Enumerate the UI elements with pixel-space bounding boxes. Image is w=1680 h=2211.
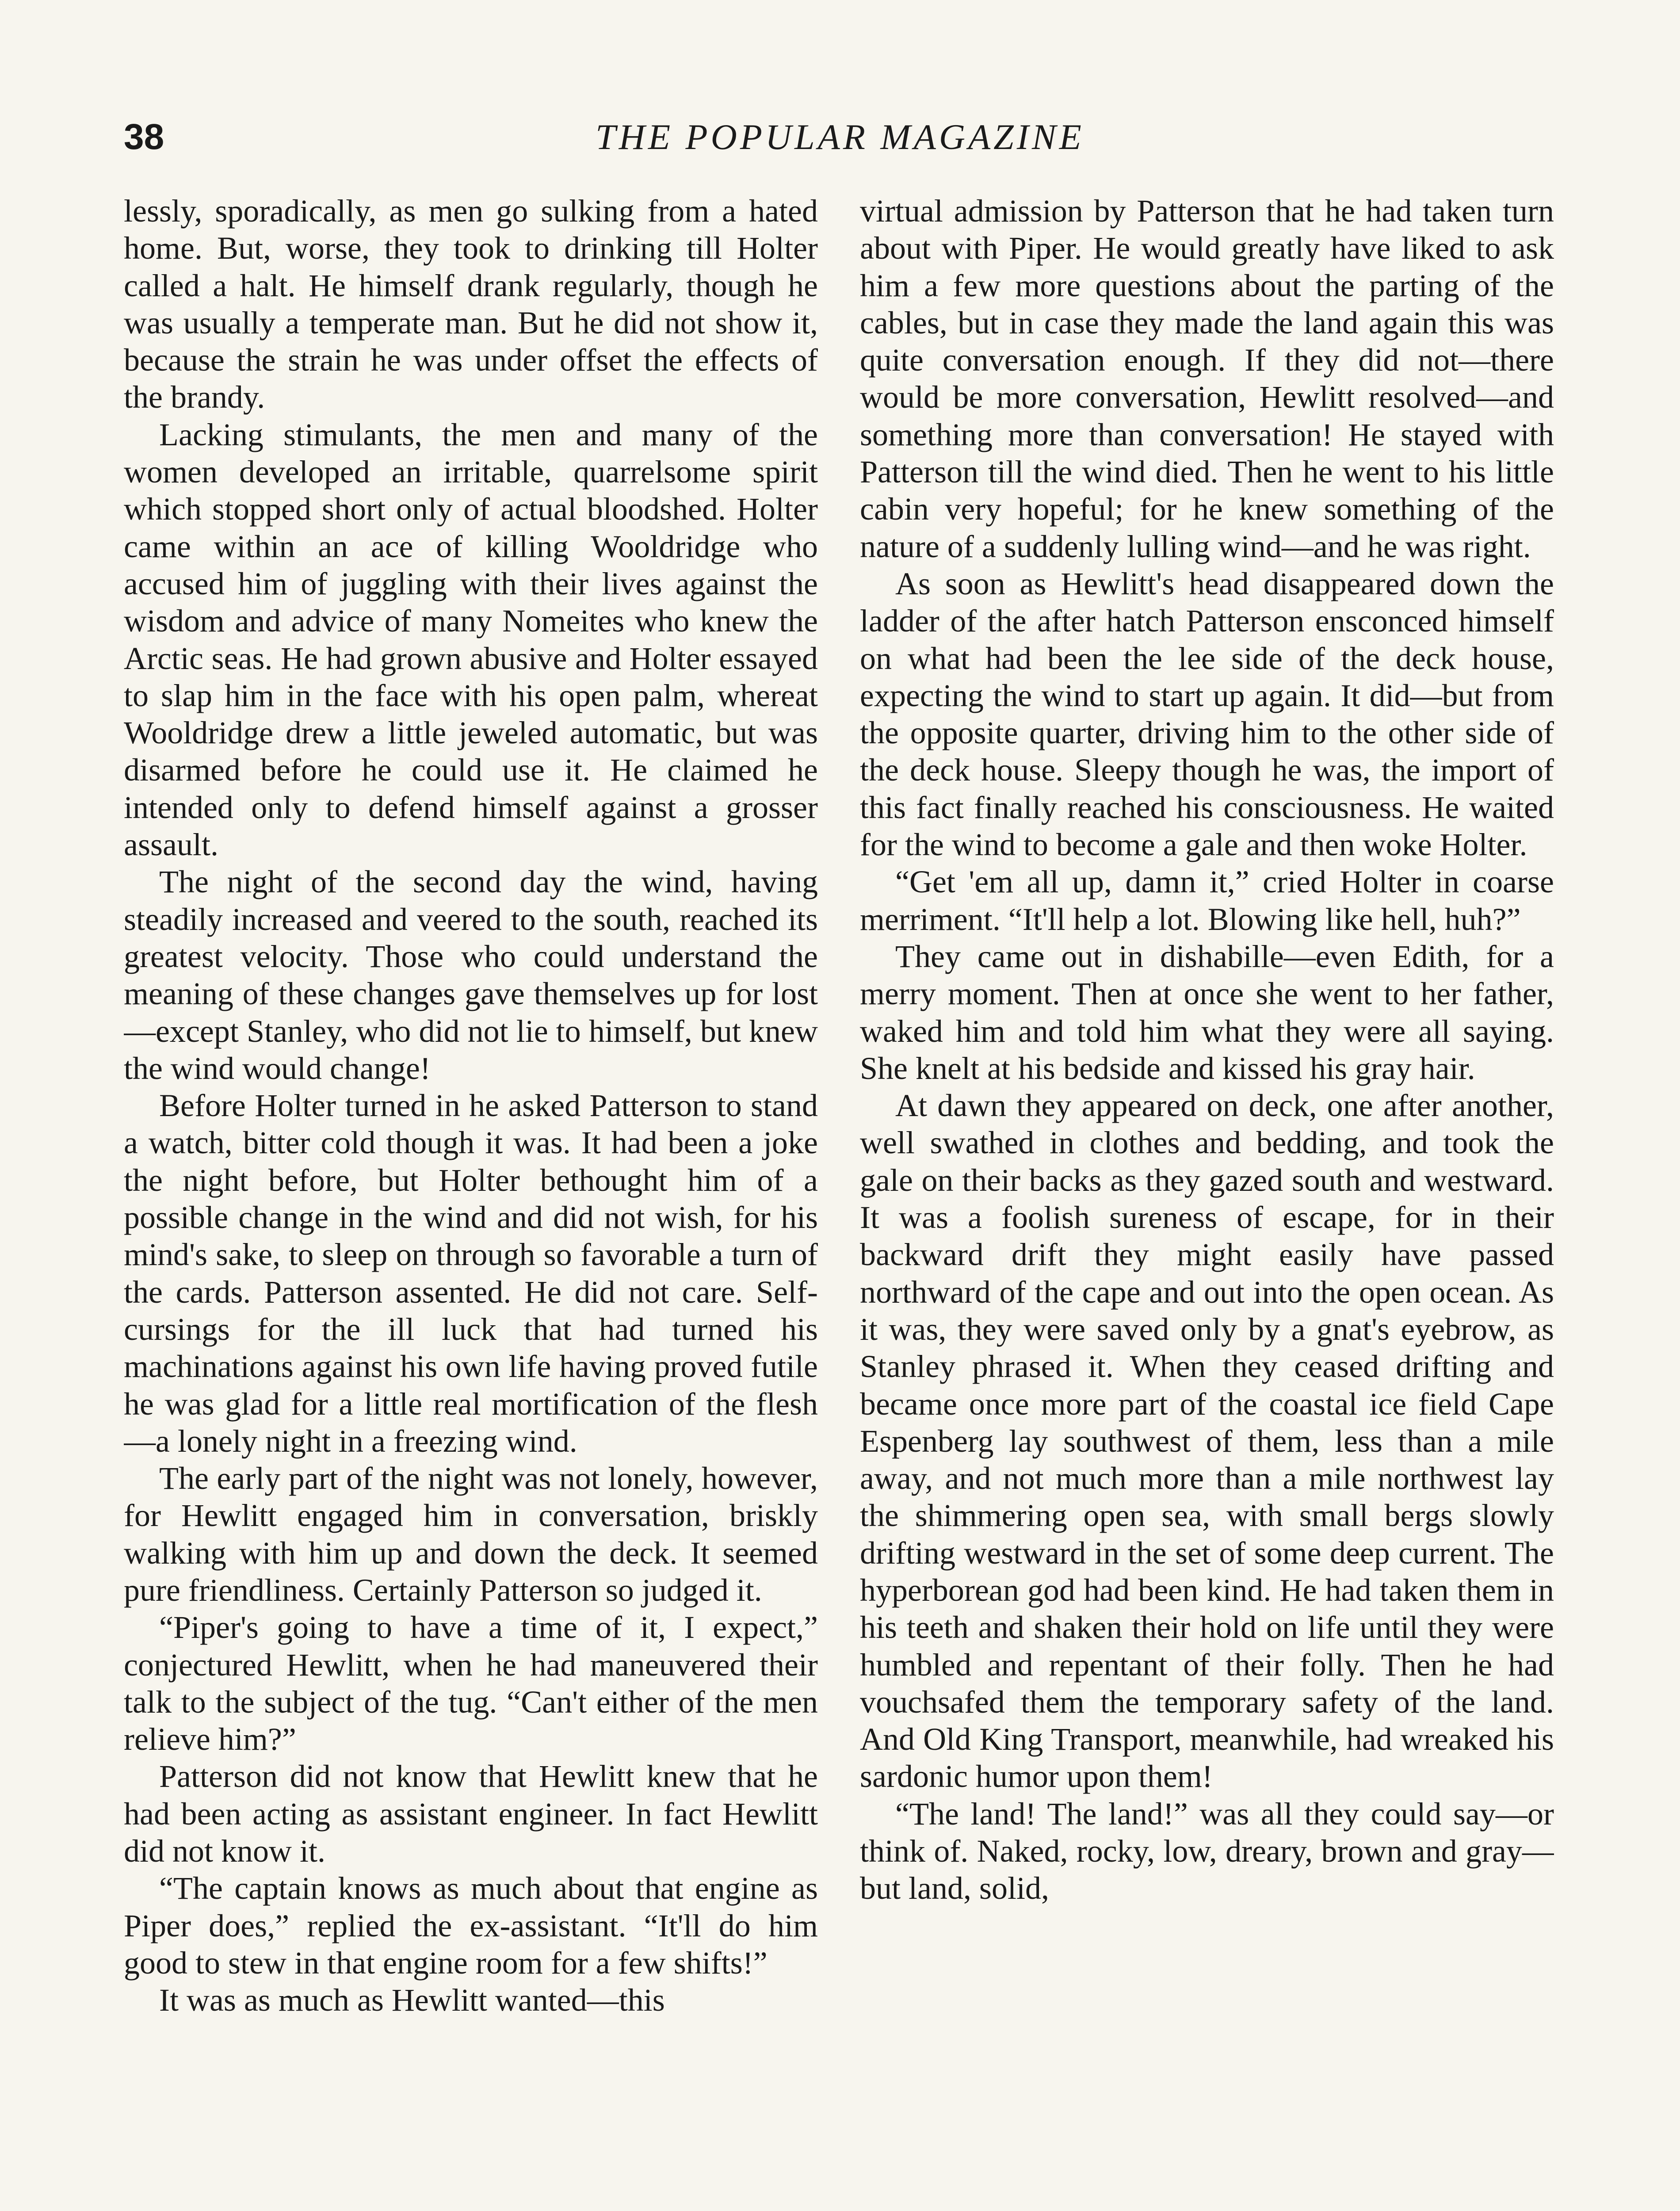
paragraph: Lacking stimulants, the men and many of the women developed an irritable, quarrelsome spirit which stopped short only of actual bloodshed. Holter came within an ace of killing Wooldridge who accused him of juggling with their lives against the wisdom and advice of many Nomeites who knew the Arctic seas. He had grown abusive and Holter essayed to slap him in the face with his open palm, whereat Wooldridge drew a little jeweled automatic, but was disarmed before he could use it. He claimed he intended only to defend himself against a grosser assault. [124, 417, 818, 863]
paragraph: It was as much as Hewlitt wanted—this [159, 1982, 665, 2018]
paragraph: virtual admission by Patterson that he had taken turn about with Piper. He would greatly have liked to ask him a few more questions about the parting of the cables, but in case they made the land again this was quite conversation enough. If they did not—there would be more conversation, Hewlitt resolved—and something more than conversation! He stayed with Patterson till the wind died. Then he went to his little cabin very hopeful; for he knew something of the nature of a suddenly lulling wind—and he was right. [860, 193, 1554, 564]
page-header [124, 111, 1556, 164]
paragraph: They came out in dishabille—even Edith, for a merry moment. Then at once she went to her father, waked him and told him what they were all saying. She knelt at his bedside and kissed his gray hair. [860, 938, 1554, 1086]
paragraph: The night of the second day the wind, having steadily increased and veered to the south, reached its greatest velocity. Those who could understand the meaning of these changes gave themselves up for lost—except Stanley, who did not lie to himself, but knew the wind would change! [124, 864, 818, 1086]
paragraph: “The land! The land!” was all they could say—or think of. Naked, rocky, low, dreary, brown and gray—but land, solid, [860, 1796, 1554, 1906]
right-column [860, 192, 1554, 2211]
paragraph: “Piper's going to have a time of it, I expect,” conjectured Hewlitt, when he had maneuvered their talk to the subject of the tug. “Can't either of the men relieve him?” [124, 1610, 818, 1757]
paragraph: “Get 'em all up, damn it,” cried Holter in coarse merriment. “It'll help a lot. Blowing like hell, huh?” [860, 864, 1554, 937]
paragraph: lessly, sporadically, as men go sulking from a hated home. But, worse, they took to drinking till Holter called a halt. He himself drank regularly, though he was usually a temperate man. But he did not show it, because the strain he was under offset the effects of the brandy. [124, 193, 818, 415]
paragraph: The early part of the night was not lonely, however, for Hewlitt engaged him in conversation, briskly walking with him up and down the deck. It seemed pure friendliness. Certainly Patterson so judged it. [124, 1461, 818, 1608]
running-title: THE POPULAR MAGAZINE [596, 117, 1084, 157]
paragraph: Patterson did not know that Hewlitt knew that he had been acting as assistant engineer. In fact Hewlitt did not know it. [124, 1759, 818, 1869]
paragraph: At dawn they appeared on deck, one after another, well swathed in clothes and bedding, and took the gale on their backs as they gazed south and westward. It was a foolish sureness of escape, for in their backward drift they might easily have passed northward of the cape and out into the open ocean. As it was, they were saved only by a gnat's eyebrow, as Stanley phrased it. When they ceased drifting and became once more part of the coastal ice field Cape Espenberg lay southwest of them, less than a mile away, and not much more than a mile northwest lay the shimmering open sea, with small bergs slowly drifting westward in the set of some deep current. The hyperborean god had been kind. He had taken them in his teeth and shaken their hold on life until they were humbled and repentant of their folly. Then he had vouchsafed them the temporary safety of the land. And Old King Transport, meanwhile, had wreaked his sardonic humor upon them! [860, 1088, 1554, 1794]
paragraph: Before Holter turned in he asked Patterson to stand a watch, bitter cold though it was. It had been a joke the night before, but Holter bethought him of a possible change in the wind and did not wish, for his mind's sake, to sleep on through so favorable a turn of the cards. Patterson assented. He did not care. Self-cursings for the ill luck that had turned his machinations against his own life having proved futile he was glad for a little real mortification of the flesh—a lonely night in a freezing wind. [124, 1088, 818, 1459]
page-number: 38 [124, 117, 164, 157]
paragraph: As soon as Hewlitt's head disappeared down the ladder of the after hatch Patterson ensconced himself on what had been the lee side of the deck house, expecting the wind to start up again. It did—but from the opposite quarter, driving him to the other side of the deck house. Sleepy though he was, the import of this fact finally reached his consciousness. He waited for the wind to become a gale and then woke Holter. [860, 566, 1554, 863]
left-column [124, 192, 818, 2211]
paragraph: “The captain knows as much about that engine as Piper does,” replied the ex-assistant. “It'll do him good to stew in that engine room for a few shifts!” [124, 1871, 818, 1981]
